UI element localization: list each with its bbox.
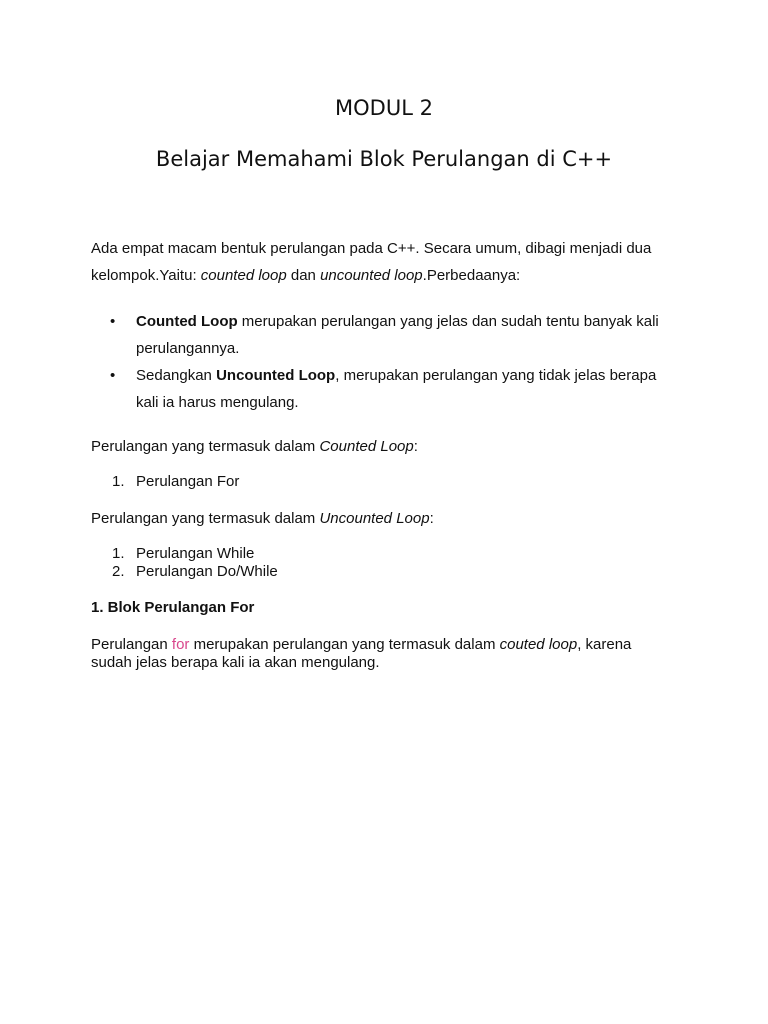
term-counted-loop: Counted Loop (136, 313, 238, 330)
list-number: 1. (112, 545, 125, 562)
section-paragraph-line-1 (91, 636, 631, 654)
paragraph-text: , karena (577, 636, 632, 653)
bullet-text: Sedangkan (136, 367, 217, 384)
list-item: Perulangan Do/While (136, 563, 278, 580)
bullet-text: merupakan perulangan yang jelas dan sudah tentu banyak kali (237, 313, 659, 330)
intro-term-counted: counted loop (200, 267, 287, 284)
heading-term: Uncounted Loop (319, 510, 430, 527)
intro-line-1: Ada empat macam bentuk perulangan pada C++. Secara umum, dibagi menjadi dua (91, 240, 652, 257)
term-uncounted-loop: Uncounted Loop (216, 367, 336, 384)
paragraph-term: couted loop (499, 636, 578, 653)
section-heading: 1. Blok Perulangan For (91, 599, 255, 616)
heading-colon: : (413, 438, 418, 455)
bullet-counted-loop (136, 313, 659, 331)
bullet-marker: • (110, 313, 116, 330)
intro-text: kelompok.Yaitu: (91, 267, 201, 284)
intro-term-uncounted: uncounted loop (320, 267, 423, 284)
counted-heading (91, 438, 418, 456)
heading-text: Perulangan yang termasuk dalam (91, 438, 320, 455)
module-subtitle: Belajar Memahami Blok Perulangan di C++ (155, 147, 613, 171)
bullet-marker: • (110, 367, 116, 384)
section-paragraph-line-2: sudah jelas berapa kali ia akan mengulang. (91, 654, 380, 671)
intro-text: .Perbedaanya: (422, 267, 521, 284)
list-item: Perulangan While (136, 545, 255, 562)
keyword-for: for (171, 636, 190, 653)
bullet-text: , merupakan perulangan yang tidak jelas berapa (335, 367, 657, 384)
bullet-line-2: kali ia harus mengulang. (136, 394, 299, 411)
uncounted-heading (91, 510, 434, 528)
heading-colon: : (429, 510, 434, 527)
heading-text: Perulangan yang termasuk dalam (91, 510, 320, 527)
bullet-uncounted-loop (136, 367, 656, 385)
intro-text: dan (286, 267, 321, 284)
module-title: MODUL 2 (335, 96, 433, 120)
bullet-line-2: perulangannya. (136, 340, 240, 357)
paragraph-text: merupakan perulangan yang termasuk dalam (189, 636, 500, 653)
list-number: 2. (112, 563, 125, 580)
intro-line-2 (91, 267, 520, 285)
list-item: Perulangan For (136, 473, 240, 490)
list-number: 1. (112, 473, 125, 490)
heading-term: Counted Loop (319, 438, 414, 455)
paragraph-text: Perulangan (91, 636, 172, 653)
